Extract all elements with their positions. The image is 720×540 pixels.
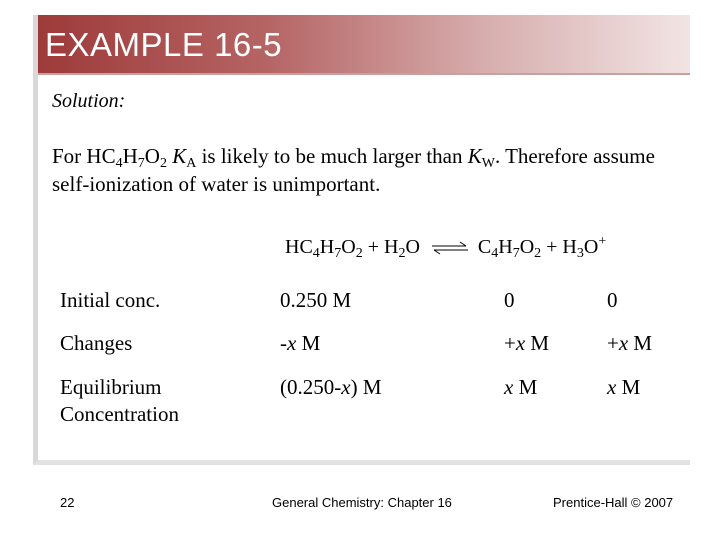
slide-title: EXAMPLE 16-5	[45, 26, 283, 63]
cell-initial-hydronium: 0	[607, 288, 618, 312]
title-underline	[38, 73, 690, 75]
footer-course: General Chemistry: Chapter 16	[272, 495, 452, 510]
row-label-equilibrium: Equilibrium Concentration	[60, 375, 179, 426]
cell-change-hydronium: +x M	[607, 331, 653, 355]
cell-equilibrium-acid: (0.250-x) M	[280, 375, 382, 399]
cell-equilibrium-base: x M	[504, 375, 538, 399]
footer-publisher: Prentice-Hall © 2007	[553, 495, 674, 510]
intro-paragraph: For $HC_4H_7O_2$ $K_A$ is likely to be much larger than $K_W$. Therefore assume self-ionization of water is unimportant.	[52, 144, 655, 196]
cell-change-acid: -x M	[280, 331, 321, 355]
row-label-changes: Changes	[60, 331, 133, 355]
cell-equilibrium-hydronium: x M	[607, 375, 641, 399]
row-label-initial: Initial conc.	[60, 288, 161, 312]
solution-label: Solution:	[52, 90, 126, 112]
page-number: 22	[60, 495, 75, 510]
cell-change-base: +x M	[504, 331, 550, 355]
cell-initial-acid: 0.250 M	[280, 288, 352, 312]
cell-initial-base: 0	[504, 288, 515, 312]
equilibrium-arrow-icon	[432, 241, 468, 255]
equilibrium-equation: $HC_4H_7O_2 + H_2O$ $C_4H_7O_2 + H_3O^+$	[285, 234, 607, 261]
